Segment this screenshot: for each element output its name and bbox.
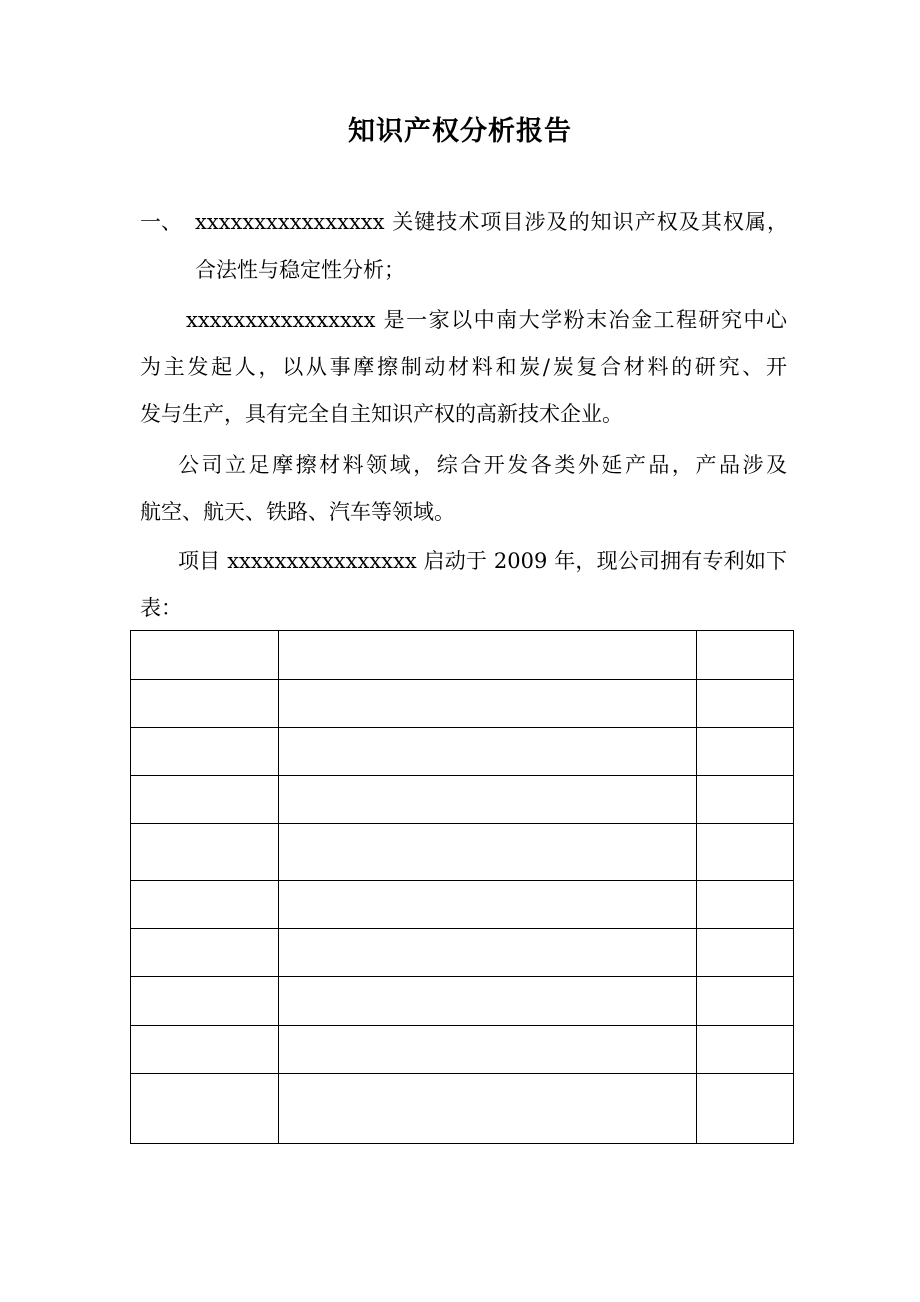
table-cell <box>131 1074 279 1144</box>
paragraph-2-line-2: 航空、航天、铁路、汽车等领域。 <box>140 500 455 524</box>
table-cell <box>279 977 697 1026</box>
table-cell <box>279 881 697 929</box>
section-number: 一、 <box>140 210 182 234</box>
table-row <box>131 631 794 680</box>
table-cell <box>697 1026 794 1074</box>
section-heading-line-2: 合法性与稳定性分析； <box>195 258 405 282</box>
table-row <box>131 881 794 929</box>
paragraph-2-line-1: 公司立足摩擦材料领域，综合开发各类外延产品，产品涉及 <box>178 453 787 477</box>
table-cell <box>279 1026 697 1074</box>
section-heading-line-1: xxxxxxxxxxxxxxxx 关键技术项目涉及的知识产权及其权属， <box>195 210 788 234</box>
table-cell <box>697 631 794 680</box>
table-row <box>131 824 794 881</box>
table-cell <box>279 776 697 824</box>
table-row <box>131 728 794 776</box>
table-row <box>131 977 794 1026</box>
patent-table <box>130 630 794 1144</box>
table-cell <box>279 824 697 881</box>
table-cell <box>131 776 279 824</box>
table-cell <box>279 929 697 977</box>
document-title: 知识产权分析报告 <box>348 116 572 147</box>
table-row <box>131 1074 794 1144</box>
table-cell <box>279 728 697 776</box>
table-cell <box>131 881 279 929</box>
table-cell <box>697 977 794 1026</box>
table-row <box>131 776 794 824</box>
table-cell <box>279 631 697 680</box>
table-row <box>131 929 794 977</box>
table-cell <box>131 929 279 977</box>
table-cell <box>131 728 279 776</box>
table-cell <box>697 824 794 881</box>
table-cell <box>131 631 279 680</box>
table-cell <box>697 929 794 977</box>
table-row <box>131 1026 794 1074</box>
table-cell <box>697 728 794 776</box>
table-cell <box>697 680 794 728</box>
table-cell <box>279 1074 697 1144</box>
paragraph-1-line-1: xxxxxxxxxxxxxxxx 是一家以中南大学粉末冶金工程研究中心 <box>186 308 787 332</box>
paragraph-3-line-1: 项目 xxxxxxxxxxxxxxxx 启动于 2009 年，现公司拥有专利如下 <box>178 549 787 573</box>
paragraph-1-line-3: 发与生产，具有完全自主知识产权的高新技术企业。 <box>140 402 623 426</box>
table-cell <box>131 680 279 728</box>
table-cell <box>131 977 279 1026</box>
paragraph-3-line-2: 表： <box>140 596 182 620</box>
table-cell <box>279 680 697 728</box>
table-cell <box>697 881 794 929</box>
table-row <box>131 680 794 728</box>
paragraph-1-line-2: 为主发起人，以从事摩擦制动材料和炭/炭复合材料的研究、开 <box>140 355 787 379</box>
table-cell <box>697 1074 794 1144</box>
table-cell <box>131 1026 279 1074</box>
table-cell <box>697 776 794 824</box>
table-cell <box>131 824 279 881</box>
